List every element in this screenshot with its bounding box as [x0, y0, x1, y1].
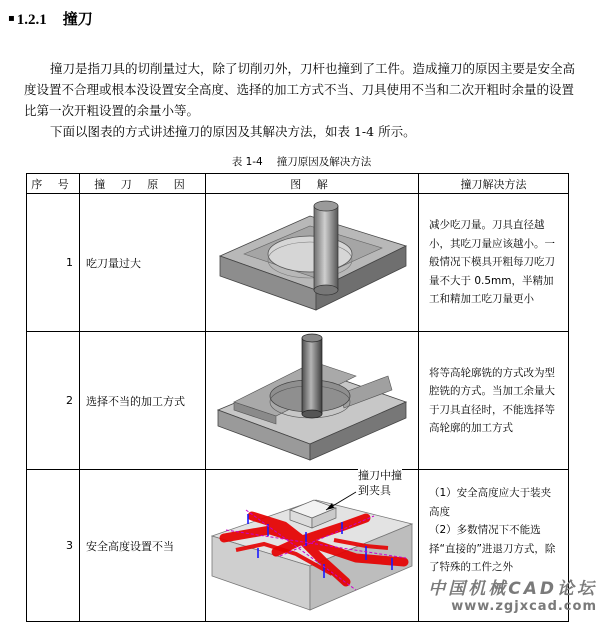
- table-caption-label: 表 1-4: [231, 156, 263, 168]
- solution-item-2: （2）多数情况下不能选择“直接的”进退刀方式，除了特殊的工件之外: [429, 524, 556, 573]
- row-reason: 选择不当的加工方式: [80, 332, 206, 470]
- row-solution: 减少吃刀量。刀具直径越小，其吃刀量应该越小。一般情况下模具开粗每刀吃刀量不大于 0.5mm，半精加工和精加工吃刀量更小: [419, 194, 569, 332]
- row-index: 2: [27, 332, 80, 470]
- site-watermark: [428, 574, 597, 614]
- table-caption: [0, 154, 603, 169]
- solution-item-1: （1）安全高度应大于装夹高度: [429, 487, 552, 518]
- callout-line-1: 撞刀中撞: [358, 469, 402, 482]
- callout-fixture: [358, 468, 402, 498]
- header-diagram: 图 解: [206, 174, 419, 194]
- row-reason: 安全高度设置不当: [80, 470, 206, 622]
- heading-bullet: ▪: [8, 13, 15, 24]
- paragraph-2: 下面以图表的方式讲述撞刀的原因及其解决方法，如表 1-4 所示。: [50, 124, 416, 139]
- row-solution: 将等高轮廓铣的方式改为型腔铣的方式。当加工余量大于刀具直径时，不能选择等高轮廓的加工方式: [419, 332, 569, 470]
- watermark-title: 中国机械CAD论坛: [428, 579, 597, 599]
- section-title: 撞刀: [62, 10, 93, 28]
- table-row: [27, 332, 569, 470]
- diagram-3-cell: [206, 470, 419, 622]
- row-index: 3: [27, 470, 80, 622]
- section-heading: [8, 8, 93, 29]
- header-solution: 撞刀解决方法: [419, 174, 569, 194]
- watermark-url: www.zgjxcad.com: [451, 599, 597, 614]
- diagram-machining-method: [206, 332, 418, 465]
- header-index: 序 号: [27, 174, 80, 194]
- row-index: 1: [27, 194, 80, 332]
- diagram-2-cell: [206, 332, 419, 470]
- table-header-row: [27, 174, 569, 194]
- paragraph-1: 撞刀是指刀具的切削量过大，除了切削刃外，刀杆也撞到了工件。造成撞刀的原因主要是安全高度设置不合理或根本没设置安全高度、选择的加工方式不当、刀具使用不当和二次开粗时余量的设置比第一次开粗设置的余量小等。: [24, 61, 576, 118]
- crash-table: [26, 173, 569, 622]
- body-text: [24, 58, 584, 142]
- section-number: 1.2.1: [16, 12, 47, 28]
- table-row: [27, 194, 569, 332]
- header-reason: 撞 刀 原 因: [80, 174, 206, 194]
- table-caption-text: 撞刀原因及解决方法: [276, 156, 372, 168]
- diagram-1-cell: [206, 194, 419, 332]
- row-reason: 吃刀量过大: [80, 194, 206, 332]
- callout-line-2: 到夹具: [358, 484, 391, 497]
- diagram-depth-of-cut: [206, 194, 418, 327]
